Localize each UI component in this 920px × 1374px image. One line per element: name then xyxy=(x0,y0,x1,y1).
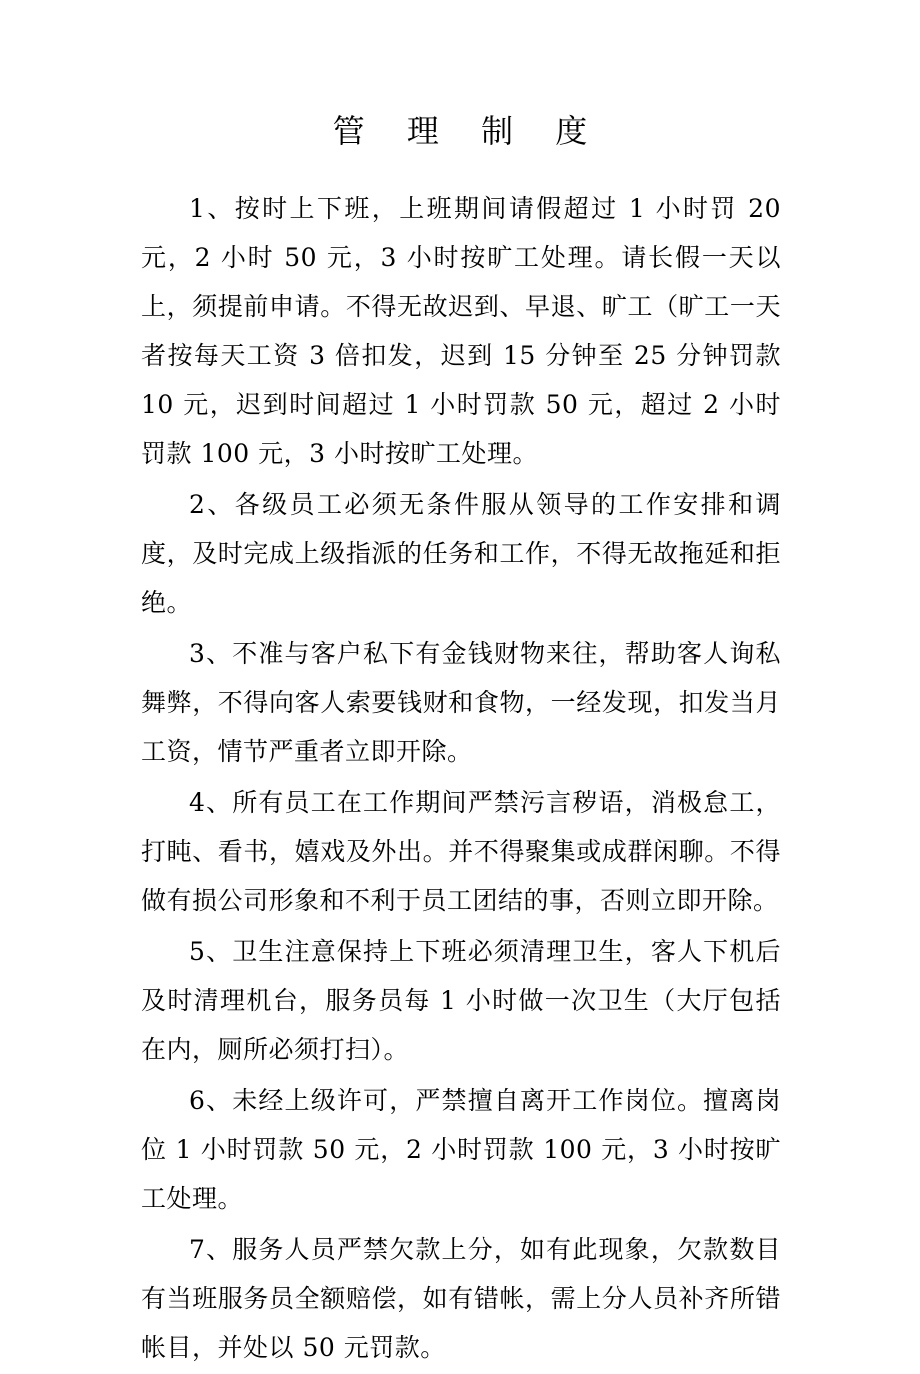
rule-paragraph-6: 6、未经上级许可，严禁擅自离开工作岗位。擅离岗位 1 小时罚款 50 元，2 小时罚款 100 元，3 小时按旷工处理。 xyxy=(141,1086,781,1213)
page-title: 管 理 制 度 xyxy=(332,112,604,150)
rule-paragraph-7: 7、服务人员严禁欠款上分，如有此现象，欠款数目有当班服务员全额赔偿，如有错帐，需上分人员补齐所错帐目，并处以 50 元罚款。 xyxy=(141,1235,781,1362)
rule-paragraph-2: 2、各级员工必须无条件服从领导的工作安排和调度，及时完成上级指派的任务和工作，不得无故拖延和拒绝。 xyxy=(141,490,781,617)
rule-paragraph-4: 4、所有员工在工作期间严禁污言秽语，消极怠工，打盹、看书，嬉戏及外出。并不得聚集或成群闲聊。不得做有损公司形象和不利于员工团结的事，否则立即开除。 xyxy=(141,788,781,915)
rule-paragraph-1: 1、按时上下班，上班期间请假超过 1 小时罚 20 元，2 小时 50 元，3 小时按旷工处理。请长假一天以上，须提前申请。不得无故迟到、早退、旷工（旷工一天者按每天工资 3 倍扣发，迟到 15 分钟至 25 分钟罚款 10 元，迟到时间超过 1 小时罚款 50 元，超过 2 小时罚款 100 元，3 小时按旷工处理。 xyxy=(141,194,781,468)
rule-paragraph-5: 5、卫生注意保持上下班必须清理卫生，客人下机后及时清理机台，服务员每 1 小时做一次卫生（大厅包括在内，厕所必须打扫）。 xyxy=(141,937,781,1064)
rules-body xyxy=(141,184,781,1374)
rule-paragraph-3: 3、不准与客户私下有金钱财物来往，帮助客人询私舞弊，不得向客人索要钱财和食物，一经发现，扣发当月工资，情节严重者立即开除。 xyxy=(141,639,781,766)
